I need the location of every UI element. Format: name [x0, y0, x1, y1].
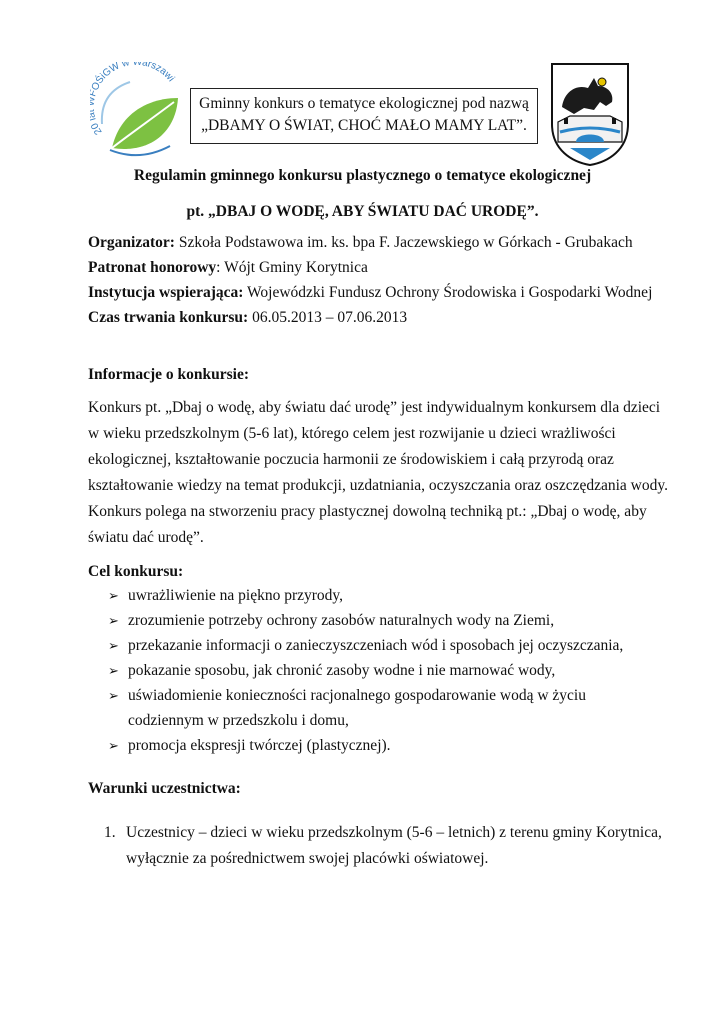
goal-item — [108, 612, 554, 630]
contest-name-heading: pt. „DBAJ O WODĘ, ABY ŚWIATU DAĆ URODĘ”. — [186, 203, 539, 220]
info-line-3: ekologicznej, kształtowanie poczucia harmonii ze środowiskiem i całą przyrodą oraz — [88, 451, 614, 468]
goal-item — [108, 662, 555, 680]
goal-item — [108, 687, 586, 705]
support-value: Wojewódzki Fundusz Ochrony Środowiska i Gospodarki Wodnej — [247, 284, 653, 301]
info-line-4: kształtowanie wiedzy na temat produkcji, uzdatniania, oczyszczania oraz oszczędzania wody. — [88, 477, 668, 494]
conditions-section-title: Warunki uczestnictwa: — [88, 780, 241, 797]
info-section-title: Informacje o konkursie: — [88, 366, 250, 383]
gmina-crest-icon — [550, 62, 630, 166]
wfosigw-logo — [90, 62, 185, 162]
goal-text: pokazanie sposobu, jak chronić zasoby wodne i nie marnować wody, — [128, 662, 556, 679]
arrow-bullet-icon: ➢ — [108, 688, 119, 703]
patron-line — [88, 259, 368, 277]
logo-arc-text: 20 OŚiGW w Warszawi — [90, 62, 177, 137]
condition-text-line-1: Uczestnicy – dzieci w wieku przedszkolnym (5-6 – letnich) z terenu gminy Korytnica, — [126, 824, 662, 841]
info-paragraph — [88, 395, 668, 551]
patron-value: : Wójt Gminy Korytnica — [216, 259, 368, 276]
title-box-line-2: „DBAMY O ŚWIAT, CHOĆ MAŁO MAMY LAT”. — [201, 117, 527, 134]
duration-label: Czas trwania konkursu: — [88, 309, 249, 326]
organizer-line — [88, 234, 633, 252]
goal-item — [108, 737, 391, 755]
goal-item — [108, 637, 623, 655]
goal-text: przekazanie informacji o zanieczyszczeniach wód i sposobach jej oczyszczania, — [128, 637, 624, 654]
arrow-bullet-icon: ➢ — [108, 638, 119, 653]
arrow-bullet-icon: ➢ — [108, 738, 119, 753]
arrow-bullet-icon: ➢ — [108, 588, 119, 603]
duration-line — [88, 309, 407, 327]
goal-text: uświadomienie konieczności racjonalnego gospodarowanie wodą w życiu — [128, 687, 586, 704]
support-line — [88, 284, 652, 302]
duration-value: 06.05.2013 – 07.06.2013 — [252, 309, 408, 326]
arrow-bullet-icon: ➢ — [108, 613, 119, 628]
goal-item-continuation: codziennym w przedszkolu i domu, — [128, 712, 349, 729]
info-line-1: Konkurs pt. „Dbaj o wodę, aby światu dać urodę” jest indywidualnym konkursem dla dzieci — [88, 399, 661, 416]
goal-item — [108, 587, 343, 605]
goal-text: zrozumienie potrzeby ochrony zasobów naturalnych wody na Ziemi, — [128, 612, 555, 629]
info-line-2: w wieku przedszkolnym (5-6 lat), którego celem jest rozwijanie u dzieci wrażliwości — [88, 425, 616, 442]
organizer-value: Szkoła Podstawowa im. ks. bpa F. Jaczewskiego w Górkach - Grubakach — [178, 234, 633, 251]
contest-title-box — [190, 88, 538, 144]
arrow-bullet-icon: ➢ — [108, 663, 119, 678]
patron-label: Patronat honorowy — [88, 259, 217, 276]
title-box-line-1: Gminny konkurs o tematyce ekologicznej pod nazwą — [199, 95, 529, 112]
condition-text-line-2: wyłącznie za pośrednictwem swojej placówki oświatowej. — [126, 850, 489, 867]
condition-item-1 — [104, 820, 662, 872]
goal-text: uwrażliwienie na piękno przyrody, — [128, 587, 344, 604]
organizer-label: Organizator: — [88, 234, 175, 251]
goals-section-title: Cel konkursu: — [88, 563, 184, 580]
info-line-5: Konkurs polega na stworzeniu pracy plastycznej dowolną techniką pt.: „Dbaj o wodę, aby — [88, 503, 647, 520]
regulation-heading: Regulamin gminnego konkursu plastycznego o tematyce ekologicznej — [133, 167, 592, 184]
condition-number: 1. — [104, 824, 116, 841]
support-label: Instytucja wspierająca: — [88, 284, 244, 301]
goal-text: promocja ekspresji twórczej (plastycznej). — [128, 737, 391, 754]
info-line-6: światu dać urodę”. — [88, 529, 204, 546]
